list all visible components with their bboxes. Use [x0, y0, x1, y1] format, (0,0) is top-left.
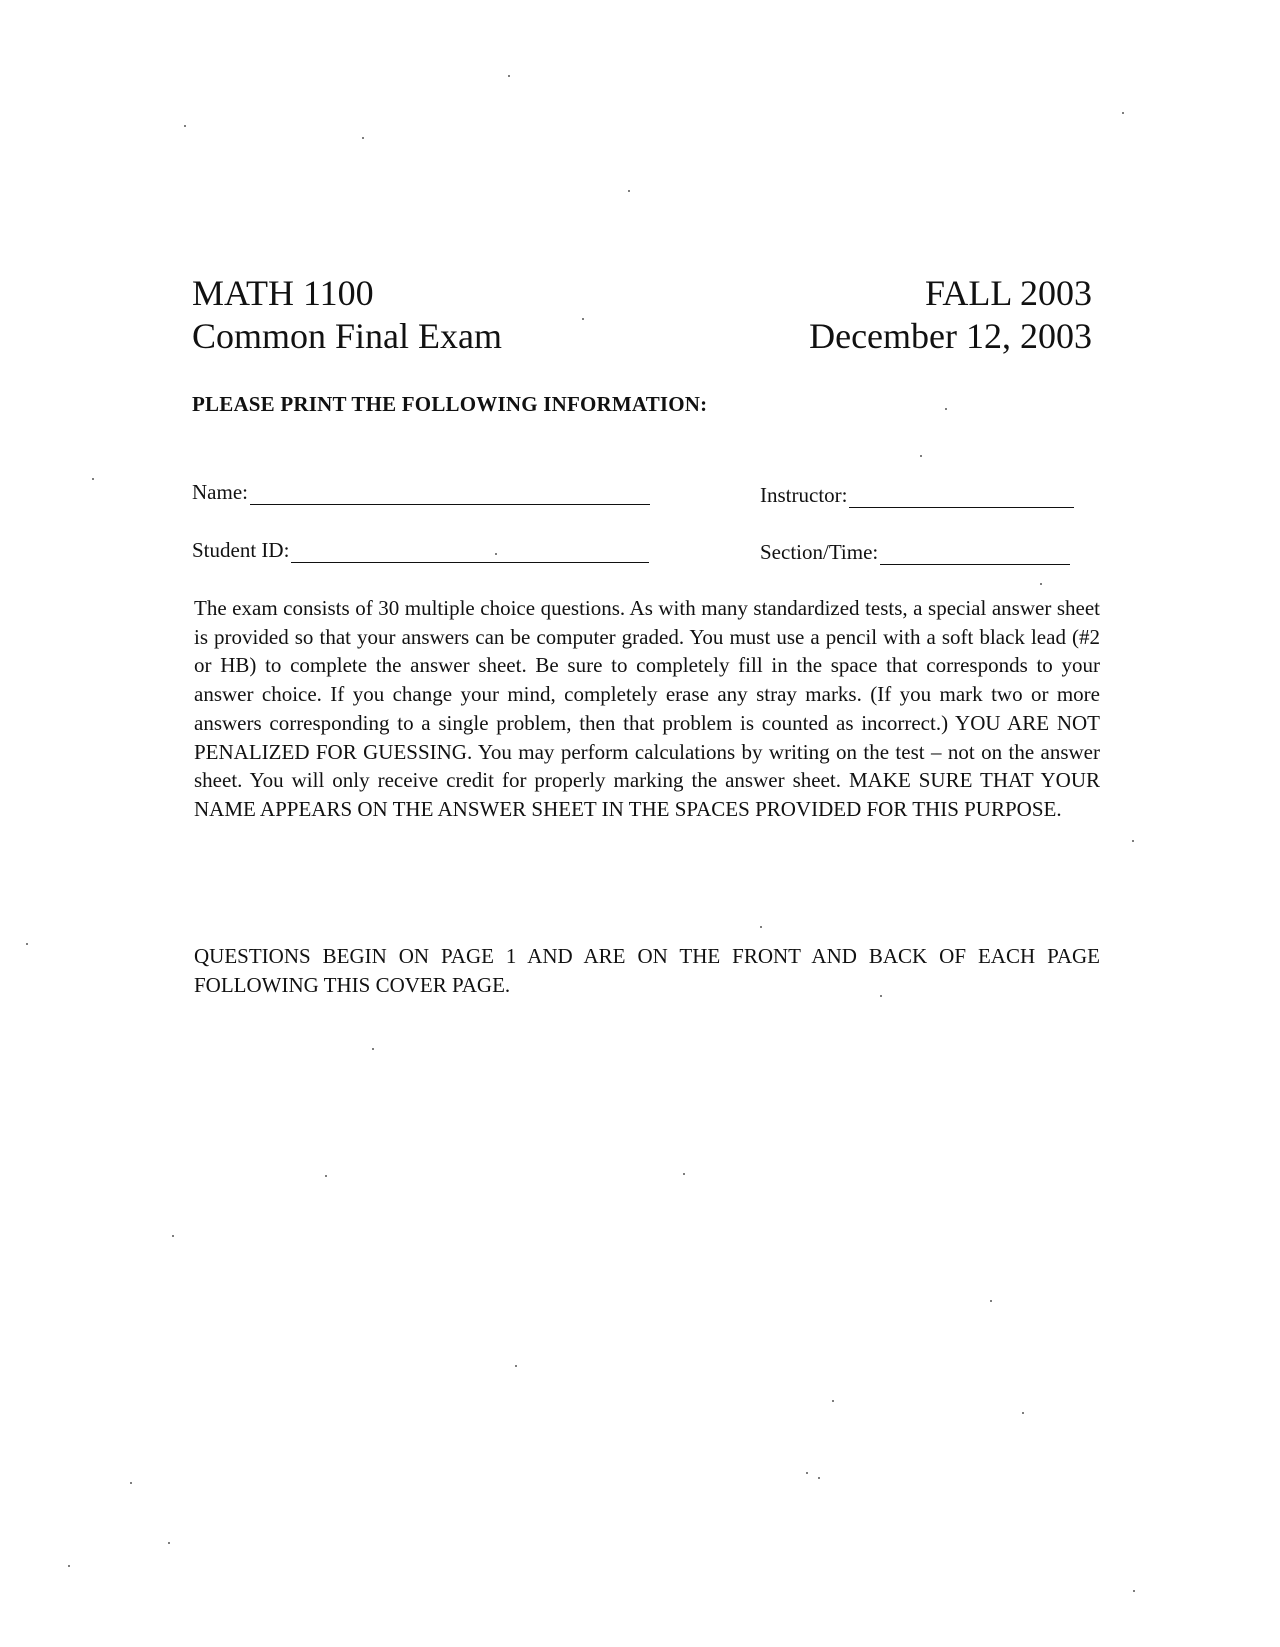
scan-speck	[372, 1048, 374, 1050]
scan-speck	[508, 75, 510, 77]
header-left	[192, 272, 502, 358]
student-id-label: Student ID:	[192, 538, 290, 562]
scan-speck	[1040, 583, 1042, 585]
scan-speck	[945, 408, 947, 410]
scan-speck	[184, 125, 186, 127]
exam-date: December 12, 2003	[809, 316, 1092, 356]
scan-speck	[920, 455, 922, 457]
scan-speck	[760, 926, 762, 928]
student-id-field[interactable]	[192, 538, 649, 563]
questions-begin-notice: QUESTIONS BEGIN ON PAGE 1 AND ARE ON THE FRONT AND BACK OF EACH PAGE FOLLOWING THIS COVER PAGE.	[194, 944, 1100, 997]
scan-speck	[26, 943, 28, 945]
scan-speck	[1133, 1590, 1135, 1592]
scan-speck	[172, 1235, 174, 1237]
scan-speck	[1132, 840, 1134, 842]
name-blank-line[interactable]	[250, 482, 650, 505]
scan-speck	[168, 1542, 170, 1544]
course-title: MATH 1100	[192, 273, 374, 313]
scan-speck	[990, 1300, 992, 1302]
exam-instructions-paragraph: The exam consists of 30 multiple choice questions. As with many standardized tests, a special answer sheet is provided so that your answers can be computer graded. You must use a pencil with a soft black lead (#2 or HB) to complete the answer sheet. Be sure to completely fill in the space that corresponds to your answer choice. If you change your mind, completely erase any stray marks. (If you mark two or more answers corresponding to a single problem, then that problem is counted as incorrect.) YOU ARE NOT PENALIZED FOR GUESSING. You may perform calculations by writing on the test – not on the answer sheet. You will only receive credit for properly marking the answer sheet. MAKE SURE THAT YOUR NAME APPEARS ON THE ANSWER SHEET IN THE SPACES PROVIDED FOR THIS PURPOSE.	[194, 596, 1100, 821]
scan-speck	[325, 1175, 327, 1177]
scan-speck	[628, 190, 630, 192]
scan-speck	[92, 478, 94, 480]
scan-speck	[1022, 1412, 1024, 1414]
exam-term: FALL 2003	[925, 273, 1092, 313]
scan-speck	[130, 1482, 132, 1484]
section-time-field[interactable]	[760, 540, 1070, 565]
header-right	[809, 272, 1092, 358]
scan-speck	[582, 318, 584, 320]
scan-speck	[818, 1477, 820, 1479]
scan-speck	[495, 553, 497, 555]
scan-speck	[683, 1173, 685, 1175]
instructor-label: Instructor:	[760, 483, 848, 507]
scan-speck	[68, 1565, 70, 1567]
scan-speck	[1122, 112, 1124, 114]
section-time-blank-line[interactable]	[880, 542, 1070, 565]
instructor-field[interactable]	[760, 483, 1074, 508]
scan-speck	[362, 137, 364, 139]
section-time-label: Section/Time:	[760, 540, 879, 564]
name-field[interactable]	[192, 480, 650, 505]
scan-speck	[832, 1400, 834, 1402]
scan-speck	[806, 1472, 808, 1474]
print-info-heading: PLEASE PRINT THE FOLLOWING INFORMATION:	[192, 392, 708, 416]
instructor-blank-line[interactable]	[849, 485, 1074, 508]
name-label: Name:	[192, 480, 248, 504]
scan-speck	[515, 1365, 517, 1367]
exam-name: Common Final Exam	[192, 316, 502, 356]
scan-speck	[880, 995, 882, 997]
student-id-blank-line[interactable]	[291, 540, 649, 563]
